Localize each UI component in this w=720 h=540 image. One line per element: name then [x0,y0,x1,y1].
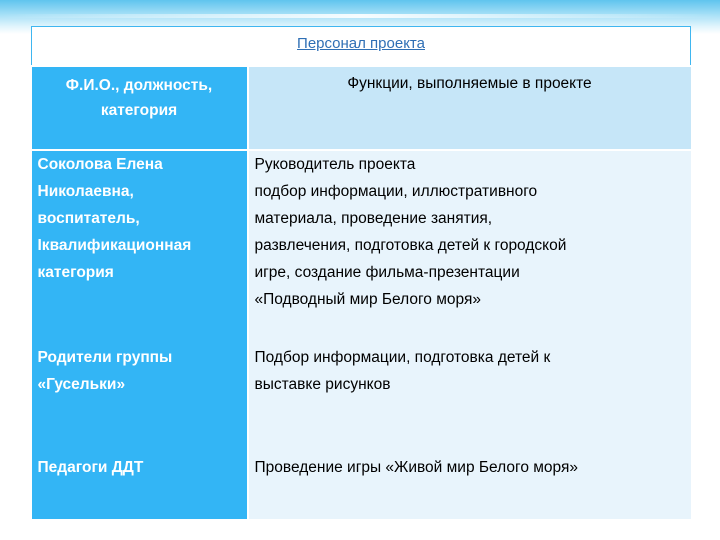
header-name-column [32,66,248,150]
project-staff-table [31,26,691,519]
staff-name-line: Соколова Елена [37,156,163,173]
staff-name-line: Іквалификационная [37,237,192,254]
staff-name-line: Родители группы [37,349,173,366]
header-functions-column [248,66,691,150]
staff-functions-sokolova [255,151,689,313]
staff-name-line: «Гусельки» [37,376,126,393]
staff-name-parents [38,344,243,398]
function-line: Подбор информации, подготовка детей к [254,349,551,366]
function-line: Проведение игры «Живой мир Белого моря» [254,459,578,476]
function-line: Руководитель проекта [254,156,416,173]
table-title: Персонал проекта [297,35,425,52]
staff-name-line: Николаевна, [37,183,134,200]
function-line: развлечения, подготовка детей к городской [254,237,567,254]
header-name-line: Ф.И.О., должность, [65,77,213,94]
function-line: игре, создание фильма-презентации [254,264,520,281]
function-line: «Подводный мир Белого моря» [254,291,481,308]
staff-functions-parents [255,344,689,398]
staff-functions-teachers [255,454,689,481]
header-name-line: категория [100,102,178,119]
staff-names-cell [32,150,248,519]
table-title-cell [32,27,691,67]
header-functions-label: Функции, выполняемые в проекте [347,75,592,92]
staff-name-line: категория [37,264,114,281]
staff-name-line: воспитатель, [37,210,140,227]
function-line: материала, проведение занятия, [254,210,493,227]
staff-name-line: Педагоги ДДТ [37,459,144,476]
staff-name-teachers [38,454,243,481]
staff-functions-cell [248,150,691,519]
function-line: подбор информации, иллюстративного [254,183,538,200]
staff-name-sokolova [38,151,243,286]
function-line: выставке рисунков [254,376,391,393]
